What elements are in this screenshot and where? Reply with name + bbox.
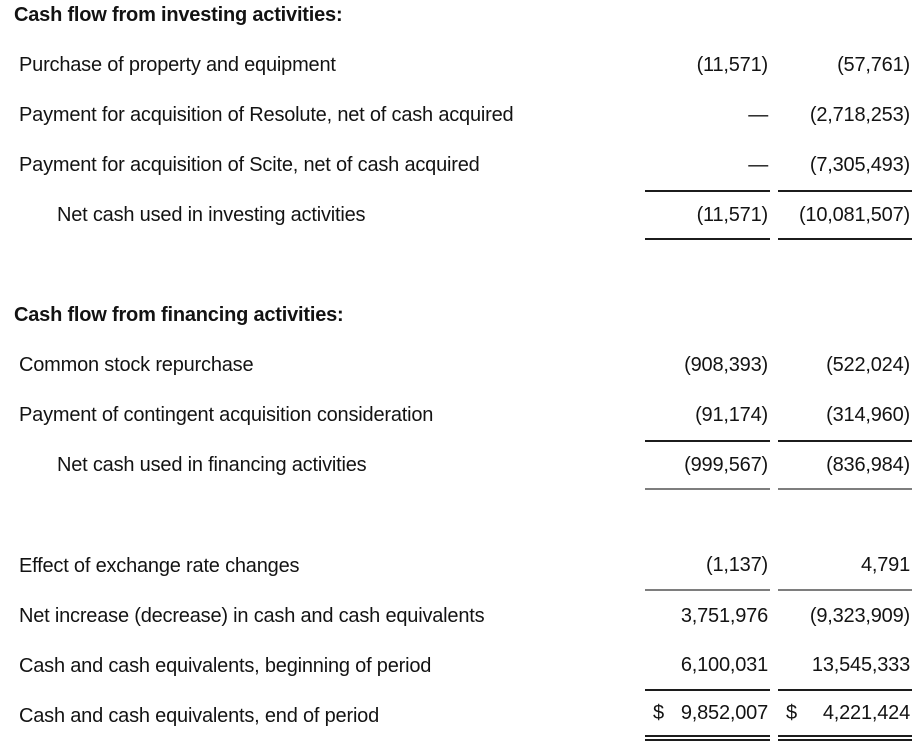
row-label: Payment for acquisition of Scite, net of cash acquired [19, 153, 480, 176]
section-spacer [0, 490, 920, 541]
col1-value: — [748, 103, 768, 126]
col2-value: 4,791 [778, 541, 912, 591]
table-row [0, 90, 920, 140]
currency-symbol: $ [653, 701, 664, 724]
table-row [0, 0, 920, 30]
col2-value [778, 691, 912, 741]
table-row-total-financing [0, 440, 920, 490]
col2-value: (9,323,909) [809, 604, 910, 627]
table-row-total-investing [0, 190, 920, 240]
col2-cell [778, 0, 912, 30]
row-label: Net cash used in financing activities [57, 453, 367, 476]
section-investing [0, 0, 920, 240]
col1-value: (1,137) [645, 541, 770, 591]
col2-value: (57,761) [837, 53, 910, 76]
row-label: Cash and cash equivalents, end of period [19, 704, 380, 727]
col1-value: 3,751,976 [680, 604, 768, 627]
amount: 9,852,007 [680, 701, 768, 724]
col2-value: 13,545,333 [778, 641, 912, 691]
col2-value: (314,960) [826, 403, 910, 426]
col2-value: (10,081,507) [778, 190, 912, 240]
row-label: Net cash used in investing activities [57, 203, 366, 226]
col2-value: (836,984) [778, 440, 912, 490]
row-label: Cash and cash equivalents, beginning of period [19, 654, 432, 677]
col2-cell [778, 300, 912, 330]
col1-value: — [748, 153, 768, 176]
col1-cell [645, 0, 770, 30]
table-row [0, 390, 920, 440]
col2-value: (522,024) [826, 353, 910, 376]
col1-value: (908,393) [684, 353, 768, 376]
row-label: Payment for acquisition of Resolute, net of cash acquired [19, 103, 514, 126]
section-spacer [0, 240, 920, 300]
row-label: Common stock repurchase [19, 353, 254, 376]
col1-value: (11,571) [645, 190, 770, 240]
table-row [0, 140, 920, 190]
table-row [0, 541, 920, 591]
col1-cell [645, 300, 770, 330]
col1-value: (91,174) [695, 403, 768, 426]
col2-value: (2,718,253) [809, 103, 910, 126]
table-row [0, 340, 920, 390]
col1-value [645, 691, 770, 741]
col1-value: 6,100,031 [645, 641, 770, 691]
col1-value: (11,571) [696, 53, 768, 76]
row-label: Purchase of property and equipment [19, 53, 336, 76]
col2-value: (7,305,493) [809, 153, 910, 176]
row-label: Payment of contingent acquisition consideration [19, 403, 434, 426]
currency-symbol: $ [786, 701, 797, 724]
amount: 4,221,424 [822, 701, 910, 724]
section-header-financing: Cash flow from financing activities: [14, 303, 344, 326]
table-row [0, 591, 920, 641]
table-row-end-of-period [0, 691, 920, 741]
row-label: Net increase (decrease) in cash and cash equivalents [19, 604, 485, 627]
table-row [0, 641, 920, 691]
row-label: Effect of exchange rate changes [19, 554, 300, 577]
section-summary [0, 541, 920, 741]
col1-value: (999,567) [645, 440, 770, 490]
table-row [0, 40, 920, 90]
section-financing [0, 300, 920, 490]
section-header-investing: Cash flow from investing activities: [14, 3, 343, 26]
table-row [0, 300, 920, 330]
